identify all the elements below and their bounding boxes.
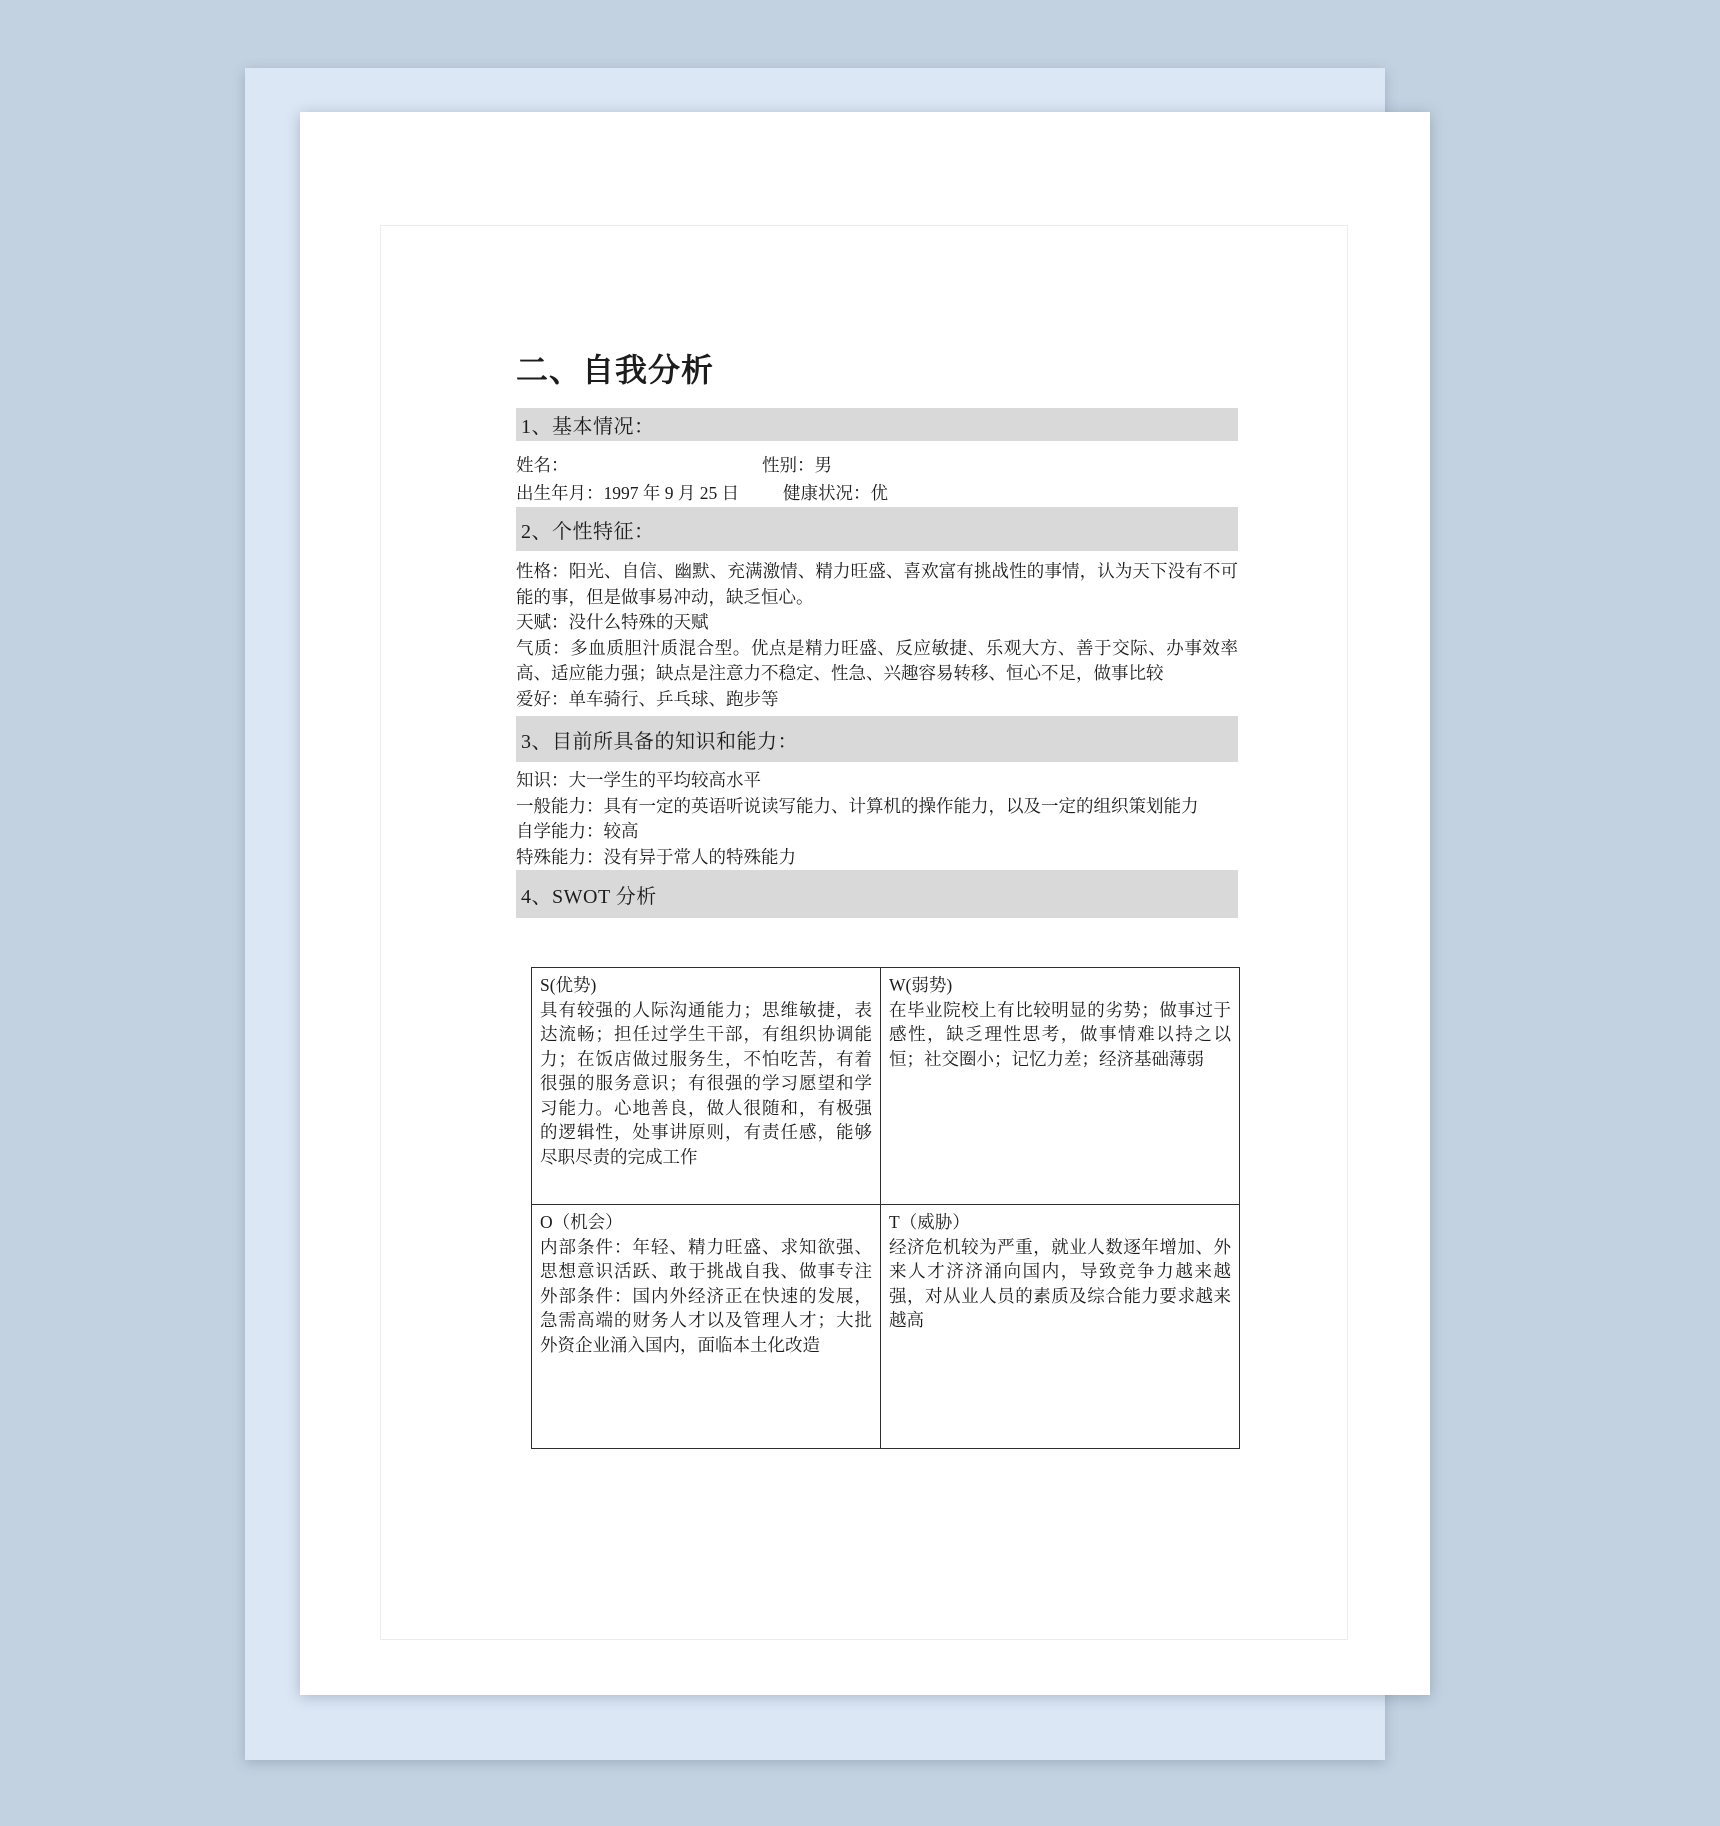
section-heading-basic-info-label: 1、基本情况： <box>521 416 655 438</box>
swot-cell-weaknesses <box>881 968 1239 1205</box>
swot-opportunities-body: 内部条件：年轻、精力旺盛、求知欲强、思想意识活跃、敢于挑战自我、做事专注 外部条件：国内外经济正在快速的发展，急需高端的财务人才以及管理人才；大批外资企业涌入国内，面临本土化改造 <box>540 1236 872 1355</box>
paragraph-temperament: 气质：多血质胆汁质混合型。优点是精力旺盛、反应敏捷、乐观大方、善于交际、办事效率高、适应能力强；缺点是注意力不稳定、性急、兴趣容易转移、恒心不足，做事比较 <box>516 637 1238 683</box>
document-content <box>516 350 1238 1449</box>
section-heading-swot <box>516 870 1238 918</box>
paragraph-hobbies: 爱好：单车骑行、乒乓球、跑步等 <box>516 688 779 709</box>
swot-weaknesses-title: W(弱势) <box>889 975 953 995</box>
field-row-birth-health <box>516 479 1238 507</box>
swot-cell-strengths <box>532 968 881 1205</box>
paragraph-talent: 天赋：没什么特殊的天赋 <box>516 612 709 632</box>
paragraph-general-ability: 一般能力：具有一定的英语听说读写能力、计算机的操作能力，以及一定的组织策划能力 <box>516 795 1199 816</box>
paragraph-knowledge: 知识：大一学生的平均较高水平 <box>516 770 761 790</box>
field-name <box>516 451 762 479</box>
section-heading-knowledge-label: 3、目前所具备的知识和能力： <box>521 730 798 753</box>
field-health-value: 优 <box>870 483 888 503</box>
field-gender-value: 男 <box>814 455 832 475</box>
document-page <box>300 112 1430 1695</box>
field-birthdate-label: 出生年月： <box>516 483 604 503</box>
paragraph-special-ability: 特殊能力：没有异于常人的特殊能力 <box>516 846 796 867</box>
swot-cell-opportunities <box>532 1205 881 1448</box>
section-heading-personality-label: 2、个性特征： <box>521 520 655 543</box>
page-title: 二、自我分析 <box>516 352 715 388</box>
basic-info-fields <box>516 451 1238 507</box>
swot-table <box>531 967 1240 1449</box>
personality-paragraphs <box>516 559 1238 712</box>
field-health <box>783 479 888 507</box>
paragraph-character: 性格：阳光、自信、幽默、充满激情、精力旺盛、喜欢富有挑战性的事情，认为天下没有不可能的事，但是做事易冲动，缺乏恒心。 <box>516 561 1238 607</box>
swot-strengths-title: S(优势) <box>540 975 597 995</box>
section-heading-basic-info <box>516 408 1238 441</box>
section-heading-personality <box>516 507 1238 551</box>
swot-cell-threats <box>881 1205 1239 1448</box>
field-birthdate-value: 1997 年 9 月 25 日 <box>603 483 740 503</box>
section-heading-knowledge <box>516 716 1238 762</box>
field-gender <box>762 451 832 479</box>
field-gender-label: 性别： <box>762 455 815 475</box>
field-birthdate <box>516 479 783 507</box>
swot-strengths-body: 具有较强的人际沟通能力；思维敏捷，表达流畅；担任过学生干部，有组织协调能力；在饭店做过服务生，不怕吃苦，有着很强的服务意识；有很强的学习愿望和学习能力。心地善良，做人很随和，有极强的逻辑性，处事讲原则，有责任感，能够尽职尽责的完成工作 <box>540 999 872 1167</box>
field-name-label: 姓名： <box>516 455 569 475</box>
field-row-name-gender <box>516 451 1238 479</box>
paragraph-self-study: 自学能力：较高 <box>516 821 639 841</box>
section-heading-swot-label: 4、SWOT 分析 <box>521 885 657 908</box>
swot-threats-body: 经济危机较为严重，就业人数逐年增加、外来人才济济涌向国内，导致竞争力越来越强，对从业人员的素质及综合能力要求越来越高 <box>889 1236 1231 1330</box>
swot-weaknesses-body: 在毕业院校上有比较明显的劣势；做事过于感性，缺乏理性思考，做事情难以持之以恒；社交圈小；记忆力差；经济基础薄弱 <box>889 999 1231 1069</box>
field-health-label: 健康状况： <box>783 483 871 503</box>
swot-opportunities-title: O（机会） <box>540 1212 623 1232</box>
knowledge-paragraphs <box>516 768 1238 870</box>
swot-threats-title: T（威胁） <box>889 1212 970 1232</box>
